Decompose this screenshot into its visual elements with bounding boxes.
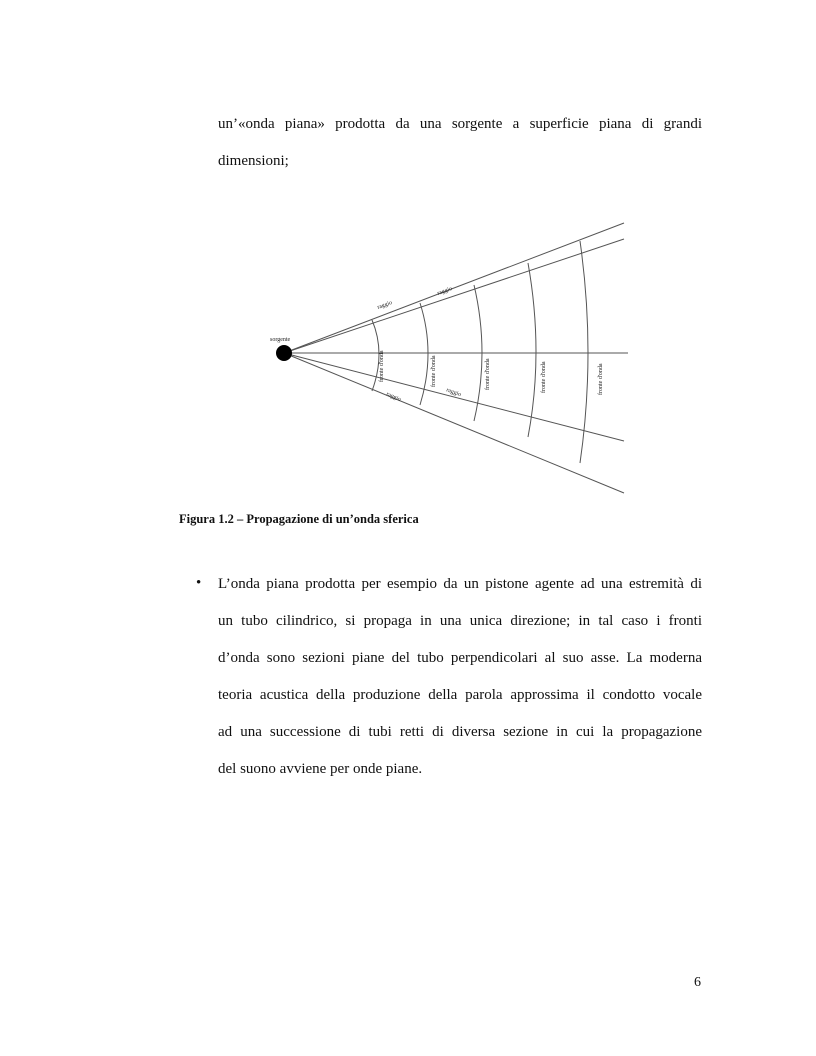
ray-line — [284, 353, 624, 493]
ray-label: raggio — [385, 391, 402, 404]
figure-caption: Figura 1.2 – Propagazione di un’onda sferica — [179, 512, 419, 526]
ray-line — [284, 223, 624, 353]
ray-label: raggio — [376, 299, 394, 311]
wave-diagram — [260, 215, 640, 505]
text-line: teoria acustica della produzione della parola approssima il condotto vocale — [218, 687, 702, 703]
wavefront-arc — [372, 320, 379, 391]
text-line: d’onda sono sezioni piane del tubo perpendicolari al suo asse. La moderna — [218, 650, 702, 666]
text-line: un tubo cilindrico, si propaga in una unica direzione; in tal caso i fronti — [218, 613, 702, 629]
text-line: del suono avviene per onde piane. — [218, 761, 423, 777]
page-number: 6 — [694, 975, 701, 990]
wavefront-label: fronte d'onda — [379, 350, 385, 382]
wavefront-label: fronte d'onda — [485, 358, 491, 390]
text-line: L’onda piana prodotta per esempio da un pistone agente ad una estremità di — [218, 576, 702, 592]
wavefront-label: fronte d'onda — [598, 363, 604, 395]
ray-line — [284, 239, 624, 353]
source-label: sorgente — [270, 337, 291, 343]
spherical-wave-figure — [260, 215, 640, 505]
source-point — [276, 345, 292, 361]
wavefront-label: fronte d'onda — [541, 361, 547, 393]
ray-label: raggio — [436, 285, 454, 297]
bullet-marker: • — [196, 575, 202, 591]
bullet-paragraph — [218, 566, 702, 788]
wavefront-label: fronte d'onda — [431, 355, 437, 387]
intro-paragraph — [218, 106, 702, 180]
ray-line — [284, 353, 624, 441]
text-line: ad una successione di tubi retti di diversa sezione in cui la propagazione — [218, 724, 702, 740]
ray-label: raggio — [445, 387, 462, 399]
text-line: un’«onda piana» prodotta da una sorgente a superficie piana di grandi — [218, 116, 702, 132]
wavefront-arc — [528, 263, 536, 437]
text-line: dimensioni; — [218, 153, 289, 169]
